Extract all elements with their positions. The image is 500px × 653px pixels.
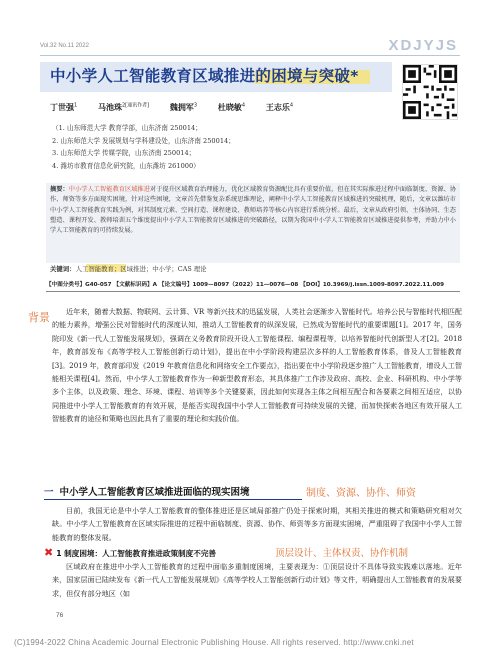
journal-logo: XDJYJS [388, 37, 458, 54]
qr-code [402, 64, 458, 120]
cross-mark-icon: ✖ [44, 546, 54, 559]
author-2[interactable]: 马池珠$^{2[通讯作者]}$ [97, 102, 150, 112]
keywords-label: 关键词： [50, 265, 76, 273]
page-number: 76 [56, 612, 64, 619]
affiliation-line: 4. 潍坊市教育信息化研究院，山东潍坊 261000） [52, 161, 200, 170]
author-5[interactable]: 王志乐$^4$ [265, 102, 294, 112]
subsection-title: 1 制度困境：人工智能教育推进政策制度不完善 [56, 549, 217, 558]
subsection-heading [44, 546, 216, 559]
annotation-section: 制度、资源、协作、师资 [306, 488, 416, 499]
annotation-subsection: 顶层设计、主体权责、协作机制 [275, 548, 409, 559]
heading-dash-icon: 一 [44, 487, 54, 498]
annotation-background: 背景 [28, 311, 50, 324]
affiliations [52, 122, 235, 172]
author-3[interactable]: 魏拥军$^3$ [169, 102, 198, 112]
affiliation-line: （1. 山东师范大学 教育学部，山东济南 250014； [52, 124, 202, 132]
journal-volume: Vol.32 No.11 2022 [40, 43, 89, 49]
paper-title: 中小学人工智能教育区域推进的困境与突破* [50, 67, 359, 85]
authors [50, 101, 311, 113]
keywords-text: 人工智能教育；区域推进；中小学；CAS 理论 [75, 265, 207, 273]
affiliation-line: 2. 山东师范大学 发展规划与学科建设处，山东济南 250014； [52, 136, 235, 145]
keywords [50, 264, 460, 273]
body-paragraph-intro: 近年来，随着大数据、物联网、云计算、VR 等新兴技术的迅猛发展，人类社会逐渐步入智能时代。培养公民与智能时代相匹配的能力素养，增强公民对智能时代的深度认知，推动人工智能教育的纵深发展，已然成为智能时代的重要课题[1]。2017 年，国务院印发《新一代人工智能发展规划》，强调在义务教育阶段开设人工智能课程、编程课程等，以培养智能时代创新型人才[2]。2018 年，教育部发布《高等学校人工智能创新行动计划》，提出在中小学阶段构建层次多样的人工智能教育体系，普及人工智能教育[3]。2019 年，教育部印发《2019 年教育信息化和网络安全工作要点》，指出要在中小学阶段逐步推广人工智能教育，增设人工智能相关课程[4]。然而，中小学人工智能教育作为一种新型教育形态，其具体推广工作涉及政府、高校、企业、科研机构、中小学等多个主体，以及政策、理念、环境、课程、培训等多个关键要素，因此如何实现各主体之间相互配合和各要素之间相互适应，以协同推进中小学人工智能教育的有效开展，是能否实现我国中小学人工智能教育可持续发展的关键，而加快探索各地区有效开展人工智能教育的途径和策略也因此具有了重要的理论和实践价值。 [52, 307, 462, 424]
affiliation-line: 3. 山东师范大学 传媒学院，山东济南 250014； [52, 149, 196, 157]
body-paragraph-difficulties: 目前，我国无论是中小学人工智能教育的整体推进还是区域局部推广仍处于探索时期，其相关推进的模式和策略研究相对欠缺。中小学人工智能教育在区域实际推进的过程中面临制度、资源、协作、师资等多方面现实困境，严重阻碍了我国中小学人工智能教育的整体发展。 [52, 506, 462, 542]
copyright-footer: (C)1994-2022 China Academic Journal Electronic Publishing House. All rights reserved. http://www.cnki.net [14, 638, 414, 647]
section-heading [44, 484, 250, 498]
meta-rule [46, 291, 460, 292]
section-rule [44, 499, 302, 500]
abstract-label: 摘要： [50, 186, 69, 193]
abstract-text: 对于提升区域教育治理能力，优化区域教育资源配比具有重要价值，但在其实际推进过程中面临制度、资源、协作、师资等多方面现实困境，针对这些困境，文章首先借鉴复杂系统思维理论，阐释中小学人工智能教育区域推进的突破机理，随后，文章以潍坊市中小学人工智能教育实践为例，对其制度元素、空间打造、课程建设、教师培养等核心内容进行系统分析。最后，文章从政府引领、主体协同、生态塑造、课程开发、教师培训五个维度提出中小学人工智能教育区域推进的突破路径，以期为我国中小学人工智能教育区域推进提供参考，并助力中小学人工智能教育的可持续发展。 [50, 186, 457, 235]
header-rule [40, 55, 460, 56]
abstract-highlight: 中小学人工智能教育区域推进 [68, 186, 150, 193]
abstract [50, 185, 456, 236]
author-1[interactable]: 丁世强$^1$ [50, 102, 78, 112]
qr-code-icon [403, 65, 457, 119]
body-paragraph-institution: 区域政府在推进中小学人工智能教育的过程中面临多重制度困境，主要表现为：①顶层设计不具体导致实践难以落地。近年来，国家层面已陆续发布《新一代人工智能发展规划》《高等学校人工智能创新行动计划》等文件，明确提出人工智能教育的发展要求，但仅有部分地区（如 [52, 562, 462, 598]
author-4[interactable]: 杜晓敏$^4$ [217, 102, 246, 112]
article-meta: 【中图分类号】G40-057 【文献标识码】A 【论文编号】1009—8097（2022）11—0076—08 【DOI】10.3969/j.issn.1009-8097.2022.11.009 [46, 282, 445, 288]
section-title: 中小学人工智能教育区域推进面临的现实困境 [59, 487, 250, 498]
